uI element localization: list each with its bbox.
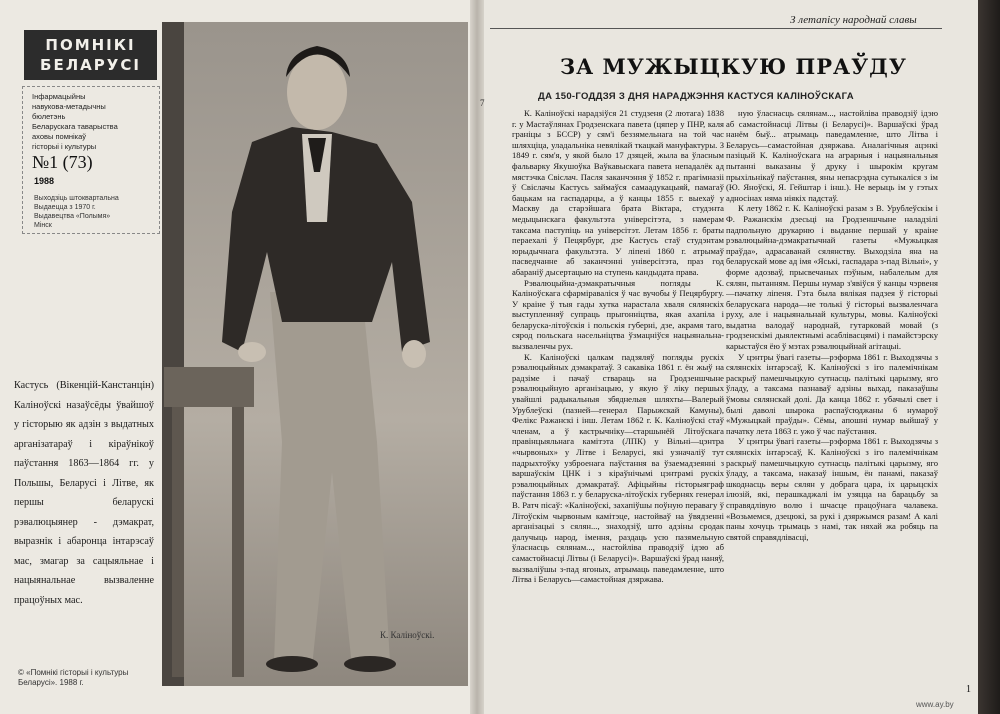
column1-paragraph: К. Каліноўскі цалкам падзяляў погляды рускіх рэвалюцыйных дэмакратаў. З сакавіка 1861 г. ён жыў на радзіме і пачаў ствараць на Гродзеншчыне рэвалюцыйную арганізацыю, у якую ў ліку першых увайшлі радыкальныя збяднелыя шляхты—Валерый Урублеўскі (пазней—генерал Парыжскай Камуны), Фелікс Ражанскі і інш. Летам 1862 г. К. Каліноўскі стаў членам, а ў кастрычніку—старшынёй Літоўскага правінцыяльнага камітэта (ЛПК) у Вільні—цэнтра «чырвоных» у Літве і Беларусі, які узначаліў тут падрыхтоўку узброенага паўстання ва ўзаемадзеянні з варшаўскім ЦНК і з кіраўнічымі цэнтрамі рускіх рэвалюцыйных дэмакратаў. Афіцыйны гісторыяграф паўстання 1863 г. у беларуска-літоўскіх губернях генерал В. Ратч пісаў: «Каліноўскі, захапіўшы поўную перавагу ў Літоўскім чырвоным камітэце, настойваў на ўвядзенні арганізацыі з сялян..., знаходзіў, што адзіны сродак далучыць народ, імення, раздаць усю пазямельную ўласнасць сялянам..., настойліва праводзіў ідэю аб самастойнасці Літвы (і Беларусі)». Варшаўскі ўрад наняў, вызваліўшы з-пад ягоных, атрымаць паведамленне, што Літва і Беларусь—самастойная дзяржава. (512, 351, 724, 585)
article-column-2 (726, 108, 938, 698)
column1-paragraph: К. Каліноўскі нарадзіўся 21 студзеня (2 лютага) 1838 г. у Мастаўлянах Гродзенскага павета (цяпер у ПНР, каля граніцы з БССР) у сям'і беззямельнага на той час шляхціца, уладальніка невялікай ткацкай мануфактуры. З 1849 г. сям'я, у якой было 17 дзяцей, жыла ва ўласным фальварку Якушоўка Ваўкавыскага павета непадалёк ад мястэчка Свіслач. Пасля заканчэння ў 1852 г. прагімназіі ў Свіслачы Кастусь займаўся самаадукацыяй, памагаў бацькам на гаспадарцы, а ў канцы 1855 г. выехаў у Маскву да старэйшага брата Віктара, студэнта медыцынскага факультэта універсітэта, з намерам таксама паступіць на універсітэт. Летам 1856 г. браты пераехалі ў Пецярбург, дзе Кастусь стаў студэнтам юрыдычнага факультэта. У ліпені 1860 г. атрымаў пасведчанне аб заканчэнні універсітэта, праз год абараніў дысертацыю на ступень кандыдата права. (512, 108, 724, 277)
page-edge-shadow (978, 0, 1000, 714)
article-column-1 (512, 108, 724, 698)
magazine-masthead (24, 30, 157, 80)
photo-caption: К. Каліноўскі. (380, 630, 435, 640)
site-watermark: www.ay.by (916, 700, 954, 709)
column2-paragraph: ную ўласнасць сялянам..., настойліва праводзіў ідэю аб самастойнасці Літвы (і Беларусі)». Варшаўскі ўрад нанём быў... атрымаць паведамленне, што Літва і Беларусь—самастойная дзяржава. Аналагічныя ацэнкі пазіцый К. Каліноўскага на аграрныя і нацыянальныя пытанні выказаны ў друку і шырокім кругам прыхільнікаў паўстання, яны непасрэдна сутыкаліся з ім (Ю. Яноўскі, Я. Гейштар і інш.). Не верыць ім у гэтых адносінах няма ніякіх падстаў. (726, 108, 938, 203)
column2-paragraph: К лету 1862 г. К. Каліноўскі разам з В. Урублеўскім і Ф. Ражанскім дзесьці на Гродзеншчыне наладзілі падпольную друкарню і выданне першай у краіне рэвалюцыйна-дэмакратычнай газеты «Мужыцкая праўда», адрасаванай сялянству. Выходзіла яна на беларускай мове ад імя «Яські, гаспадара з-пад Вільні», у форме адозваў, прысвечаных пэўным, набалелым для сялян, пытанням. Першы нумар з'явіўся ў канцы чэрвеня—пачатку ліпеня. Гэта была вялікая падзея ў гісторыі беларускага народа—не толькі ў гісторыі вызваленчага руху, але і нацыянальнай культуры, мовы. Каліноўскі выдатна валодаў народнай, гутарковай мовай (з гродзенскімі дыялектнымі асаблівасцямі) і памайстэрску карыстаўся ёю ў мэтах рэвалюцыйнай агітацыі. (726, 203, 938, 352)
page-number: 1 (966, 684, 971, 695)
portrait-caption-text: Кастусь (Вікенцій-Канстанцін) Каліноўскі назаўсёды ўвайшоў у гісторыю як адзін з выдатных арганізатараў і кіраўнікоў паўстання 1863—1864 гг. у Польшы, Беларусі і Літве, як першы беларускі рэвалюцыянер - дэмакрат, выразнік і абаронца інтарэсаў мас, змагар за сацыяльнае і нацыянальнае вызваленне працоўных мас. (14, 380, 154, 606)
column2-paragraph: У цэнтры ўвагі газеты—рэформа 1861 г. Выходзячы з сялянскіх інтарэсаў, К. Каліноўскі з іго палемічнікам раскрыў памешчыцкую сутнасць палітыкі царызму, яго ўладу, а таксама пазнаваў адзіны выхад, паказаўшы ўмовы сялянскай долі. Да канца 1862 г. убачылі свет і былі даволі шырока распаўсюджаны 6 нумароў «Мужыцкай праўды». Сёмы, апошні нумар выйшаў у пачатку лета 1863 г. ужо ў час паўстання. (726, 351, 938, 436)
masthead-line-1: ПОМНІКІ (45, 36, 136, 54)
publication-info: Выходзіць штоквартальна Выдаецца з 1970 г. Выдавецтва «Полымя» Мінск (34, 195, 119, 229)
margin-number: 7 (480, 98, 485, 108)
article-title: ЗА МУЖЫЦКУЮ ПРАЎДУ (560, 54, 907, 79)
copyright-notice: © «Помнікі гісторыі і культуры Беларусі». 1988 г. (18, 668, 129, 687)
kalinouski-portrait-photo (162, 22, 468, 686)
bulletin-description: Інфармацыйны навукова-метадычны бюлетэнь Беларускага таварыства аховы помнікаў гісторыі і культуры (32, 92, 118, 151)
header-rule (490, 28, 942, 29)
masthead-line-2: БЕЛАРУСІ (40, 56, 141, 74)
article-subtitle: ДА 150-ГОДДЗЯ З ДНЯ НАРАДЖЭННЯ КАСТУСЯ КАЛІНОЎСКАГА (538, 91, 854, 102)
issue-number: №1 (73) (32, 152, 93, 172)
column1-paragraph: Рэвалюцыйна-дэмакратычныя погляды К. Каліноўскага сфарміраваліся ў час вучобы ў Пецярбургу. У краіне ў тыя гады хутка нарастала хваля сялянскіх выступленняў супраць прыгонніцтва, якая ахапіла і беларуска-літоўскія і польскія губерні, дзе, акрамя таго, сярод польскага насельніцтва ўзмацніўся нацыянальна-вызваленчы рух. (512, 277, 724, 352)
series-header: З летапісу народнай славы (790, 14, 917, 26)
issue-year: 1988 (34, 176, 55, 186)
column2-paragraph: У цэнтры ўвагі газеты—рэформа 1861 г. Выходзячы з сялянскіх інтарэсаў, К. Каліноўскі з іго палемічнікам раскрыў памешчыцкую сутнасць палітыкі царызму, яго ўладу, а таксама, наказаў іншым, ён панамі, паказаў шкоднасць веры сялян у добрага цара, іх царыцскіх ілюзій, які, перашкаджалі ім узяцца на барацьбу за справядлівую волю і шчасце працоўнага чалавека. «Возьмемся, дзецюкі, за рукі і дзяржымся разам! А калі паны хочуць трымаць з намі, так няхай жа робяць па святой справядлівасці, (726, 436, 938, 542)
